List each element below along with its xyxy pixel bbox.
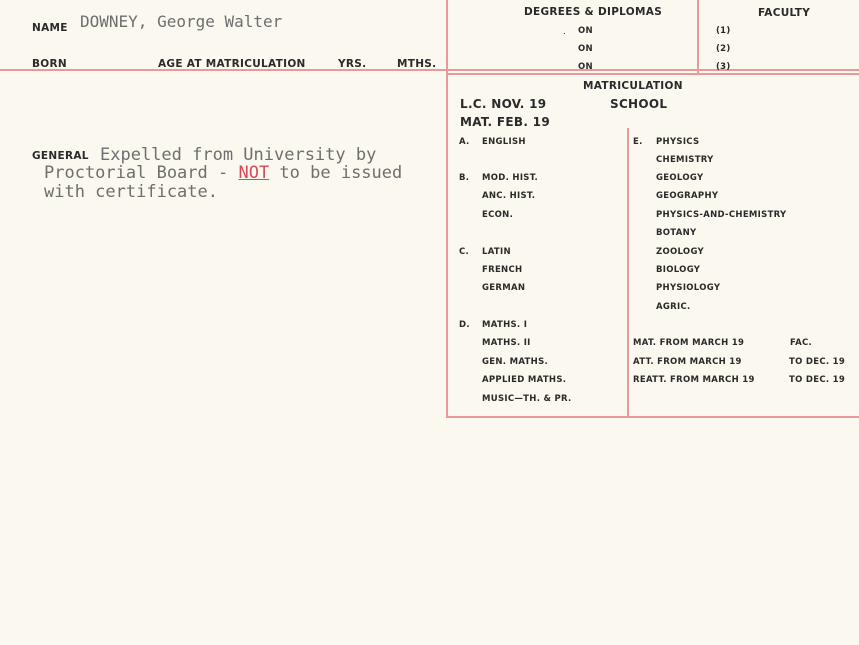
name-value: DOWNEY, George Walter (80, 12, 283, 31)
subject-applied-maths: APPLIED MATHS. (482, 375, 567, 385)
mths-label: MTHS. (397, 58, 437, 70)
subject-maths-1: MATHS. I (482, 320, 528, 330)
subject-gen-maths: GEN. MATHS. (482, 357, 549, 367)
lc-date: L.C. NOV. 19 (460, 97, 547, 111)
name-label: NAME (32, 22, 68, 34)
att-from-label: ATT. FROM MARCH 19 (633, 357, 742, 367)
general-label: GENERAL (32, 150, 89, 162)
group-b-letter: B. (459, 173, 470, 183)
mat-from-label: MAT. FROM MARCH 19 (633, 338, 745, 348)
subject-econ: ECON. (482, 210, 514, 220)
yrs-label: YRS. (338, 58, 367, 70)
group-d-letter: D. (459, 320, 470, 330)
school-label: SCHOOL (610, 97, 668, 111)
subject-biology: BIOLOGY (656, 265, 701, 275)
subject-physics-and-chemistry: PHYSICS-AND-CHEMISTRY (656, 210, 787, 220)
subject-music: MUSIC—TH. & PR. (482, 394, 572, 404)
matriculation-top-rule (447, 73, 859, 75)
group-c-letter: C. (459, 247, 470, 257)
subject-anc-hist: ANC. HIST. (482, 191, 536, 201)
degree-on-3: ON (578, 62, 593, 72)
subject-divider-rule (627, 128, 629, 418)
reatt-from-label: REATT. FROM MARCH 19 (633, 375, 755, 385)
to-dec-2-label: TO DEC. 19 (789, 375, 846, 385)
faculty-vertical-rule (697, 0, 699, 73)
subject-physiology: PHYSIOLOGY (656, 283, 721, 293)
faculty-2: (2) (716, 44, 731, 54)
left-vertical-rule (446, 0, 448, 418)
group-a-letter: A. (459, 137, 470, 147)
mat-date: MAT. FEB. 19 (460, 115, 550, 129)
degree-on-1: ON (578, 26, 593, 36)
general-line-1: Expelled from University by (100, 145, 377, 165)
general-line-3: with certificate. (44, 182, 218, 202)
subject-french: FRENCH (482, 265, 523, 275)
matriculation-title: MATRICULATION (583, 80, 683, 92)
degrees-diplomas-label: DEGREES & DIPLOMAS (524, 6, 663, 18)
group-e-letter: E. (633, 137, 643, 147)
to-dec-1-label: TO DEC. 19 (789, 357, 846, 367)
general-line-2: Proctorial Board - NOT to be issued (44, 163, 403, 183)
subject-geography: GEOGRAPHY (656, 191, 719, 201)
bottom-horizontal-rule (447, 416, 859, 418)
dot-mark: . (563, 26, 566, 37)
subject-mod-hist: MOD. HIST. (482, 173, 539, 183)
faculty-1: (1) (716, 26, 731, 36)
subject-english: ENGLISH (482, 137, 526, 147)
subject-latin: LATIN (482, 247, 511, 257)
subject-german: GERMAN (482, 283, 526, 293)
subject-geology: GEOLOGY (656, 173, 704, 183)
subject-agric: AGRIC. (656, 302, 691, 312)
subject-physics: PHYSICS (656, 137, 700, 147)
degree-on-2: ON (578, 44, 593, 54)
fac-label: FAC. (790, 338, 813, 348)
age-at-matriculation-label: AGE AT MATRICULATION (158, 58, 306, 70)
subject-zoology: ZOOLOGY (656, 247, 704, 257)
faculty-3: (3) (716, 62, 731, 72)
subject-chemistry: CHEMISTRY (656, 155, 714, 165)
not-emphasis: NOT (238, 163, 270, 183)
subject-botany: BOTANY (656, 228, 697, 238)
born-label: BORN (32, 58, 68, 70)
subject-maths-2: MATHS. II (482, 338, 531, 348)
faculty-label: FACULTY (758, 7, 811, 19)
